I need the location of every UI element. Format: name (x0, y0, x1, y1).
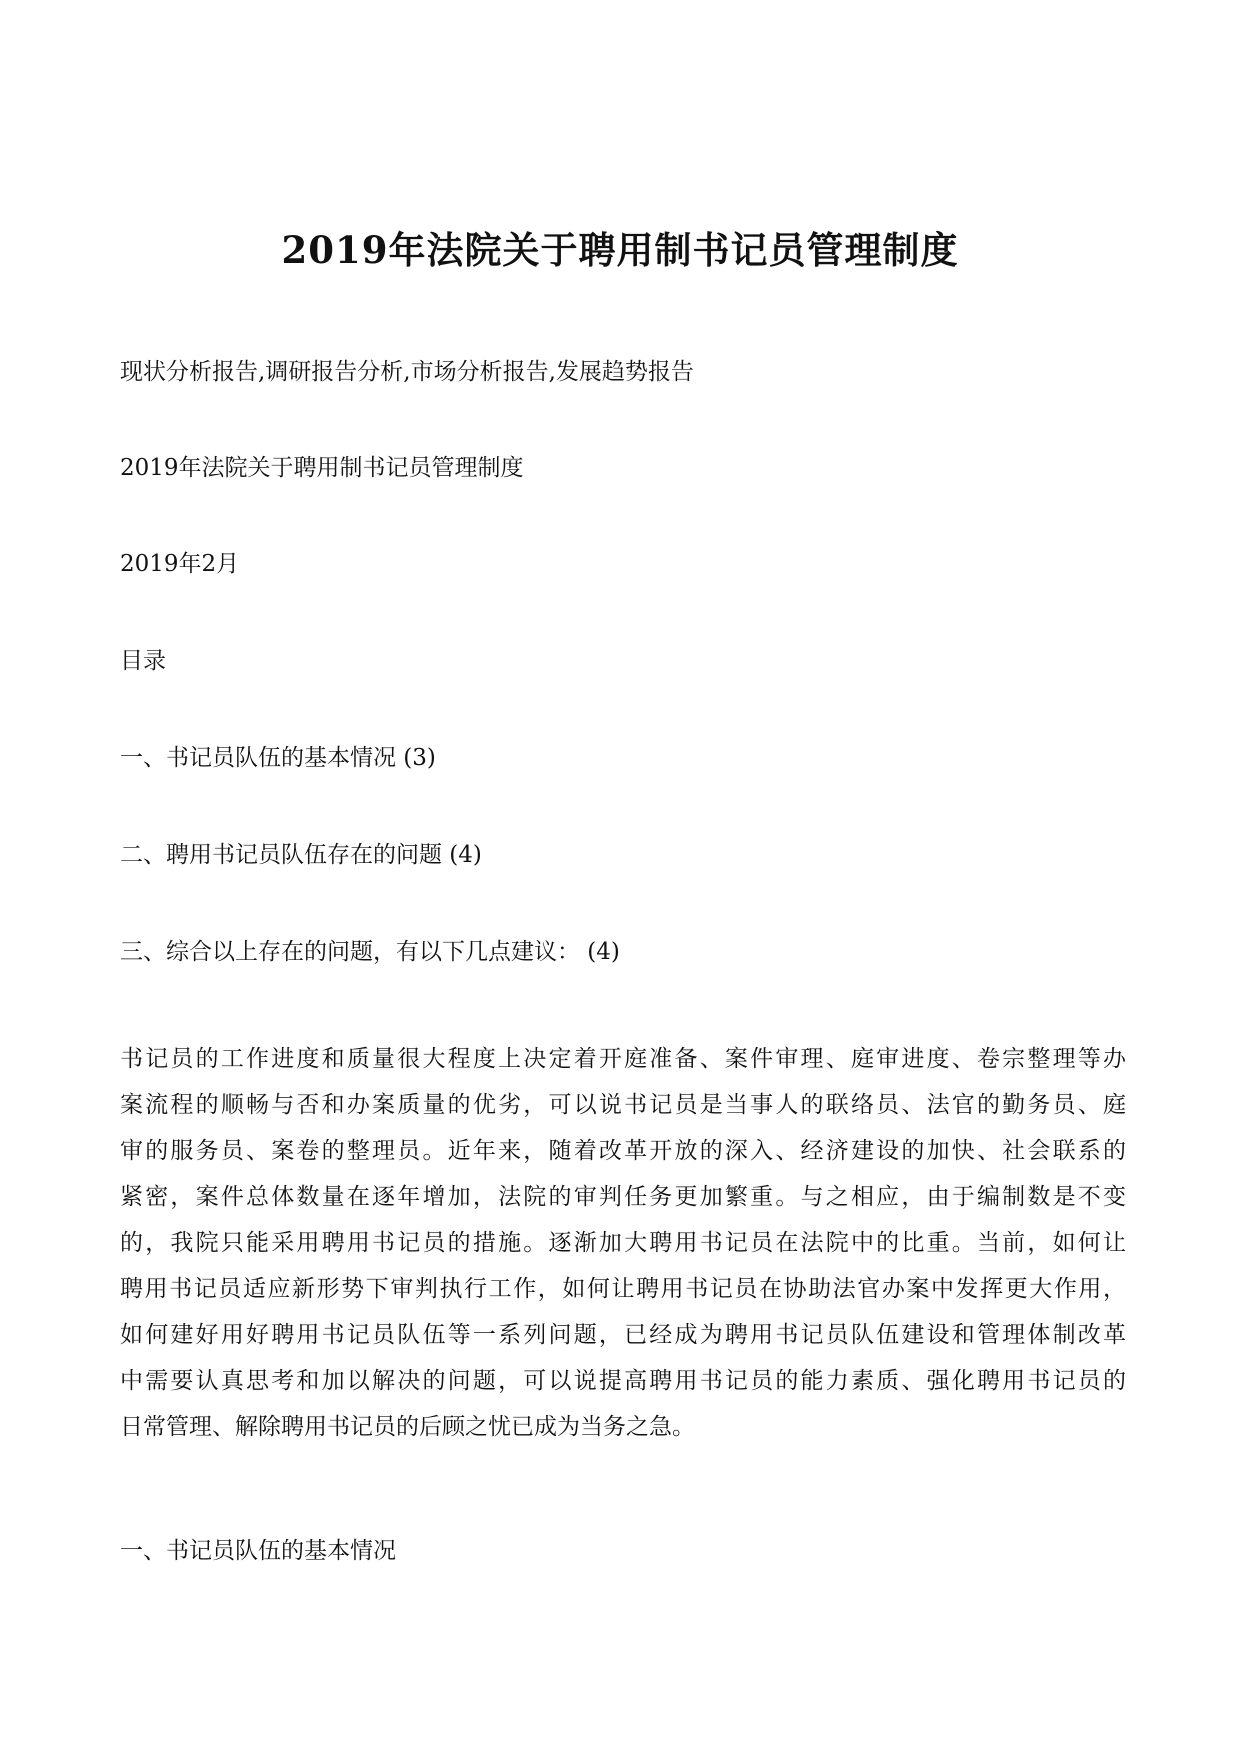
paragraph-line: 审的服务员、案卷的整理员。近年来，随着改革开放的深入、经济建设的加快、社会联系的 (120, 1138, 1126, 1164)
paragraph-line: 紧密，案件总体数量在逐年增加，法院的审判任务更加繁重。与之相应，由于编制数是不变 (120, 1184, 1126, 1210)
paragraph-line: 如何建好用好聘用书记员队伍等一系列问题，已经成为聘用书记员队伍建设和管理体制改革 (120, 1322, 1126, 1348)
intro-paragraph (120, 1036, 1126, 1450)
paragraph-line: 日常管理、解除聘用书记员的后顾之忧已成为当务之急。 (120, 1414, 695, 1440)
paragraph-line: 的，我院只能采用聘用书记员的措施。逐渐加大聘用书记员在法院中的比重。当前，如何让 (120, 1230, 1126, 1256)
paragraph-line: 案流程的顺畅与否和办案质量的优劣，可以说书记员是当事人的联络员、法官的勤务员、庭 (120, 1092, 1126, 1118)
document-title: 2019年法院关于聘用制书记员管理制度 (281, 228, 959, 272)
paragraph-line: 书记员的工作进度和质量很大程度上决定着开庭准备、案件审理、庭审进度、卷宗整理等办 (120, 1046, 1126, 1072)
keywords-line: 现状分析报告,调研报告分析,市场分析报告,发展趋势报告 (120, 359, 694, 385)
paragraph-line: 聘用书记员适应新形势下审判执行工作，如何让聘用书记员在协助法官办案中发挥更大作用， (120, 1276, 1126, 1302)
section-heading: 一、书记员队伍的基本情况 (120, 1538, 396, 1564)
toc-heading: 目录 (120, 648, 166, 674)
document-subtitle: 2019年法院关于聘用制书记员管理制度 (120, 455, 524, 481)
toc-item-3[interactable]: 三、综合以上存在的问题，有以下几点建议： (4) (120, 939, 620, 965)
toc-item-2[interactable]: 二、聘用书记员队伍存在的问题 (4) (120, 842, 482, 868)
paragraph-line: 中需要认真思考和加以解决的问题，可以说提高聘用书记员的能力素质、强化聘用书记员的 (120, 1368, 1126, 1394)
document-date: 2019年2月 (120, 551, 240, 577)
toc-item-1[interactable]: 一、书记员队伍的基本情况 (3) (120, 745, 436, 771)
